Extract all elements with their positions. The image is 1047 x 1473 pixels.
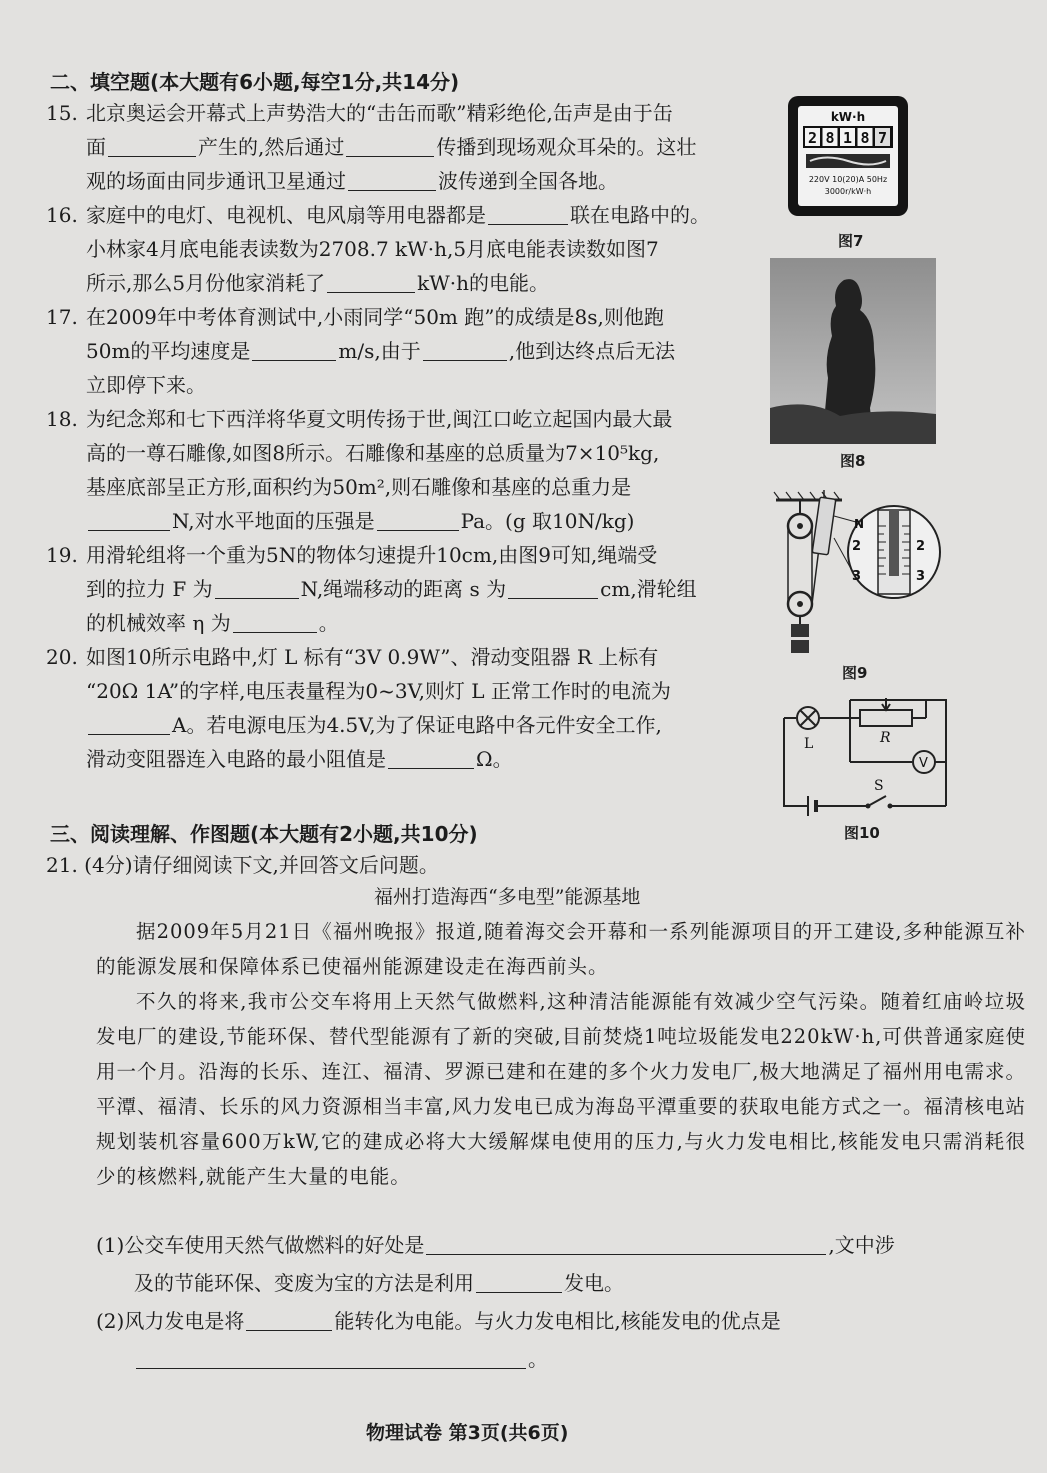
figure-9-caption: 图9 — [842, 664, 868, 682]
article-paragraph-1: 据2009年5月21日《福州晚报》报道,随着海交会开幕和一系列能源项目的开工建设,多种能源互补的能源发展和保障体系已使福州能源建设走在海西前头。 — [96, 920, 1026, 978]
question-text: 滑动变阻器连入电路的最小阻值是 — [86, 747, 386, 771]
question-text: 面 — [86, 135, 106, 159]
question-number: 15. — [46, 101, 78, 125]
question-line — [46, 368, 766, 402]
answer-blank[interactable] — [423, 338, 507, 361]
question-text: kW·h的电能。 — [417, 271, 550, 295]
question-text: 在2009年中考体育测试中,小雨同学“50m 跑”的成绩是8s,则他跑 — [86, 305, 664, 329]
question-21-intro: 21. (4分)请仔细阅读下文,并回答文后问题。 — [46, 853, 439, 877]
question-line — [46, 708, 766, 742]
section3-title: 三、阅读理解、作图题(本大题有2小题,共10分) — [50, 822, 478, 846]
answer-blank[interactable] — [136, 1346, 526, 1369]
question-text: 到的拉力 F 为 — [86, 577, 213, 601]
question-18 — [46, 402, 766, 538]
question-line — [46, 504, 766, 538]
electric-meter-image — [786, 94, 910, 224]
question-line — [46, 266, 766, 300]
rheostat-label: R — [880, 730, 891, 746]
scale-unit-label: N — [854, 517, 865, 531]
question-20 — [46, 640, 766, 776]
question-line — [46, 96, 766, 130]
answer-blank[interactable] — [108, 134, 196, 157]
meter-digit: 1 — [842, 129, 853, 147]
question-text: m/s,由于 — [338, 339, 421, 363]
question-line — [46, 742, 766, 776]
subquestion-1-text-d: 发电。 — [564, 1271, 624, 1295]
question-line — [46, 538, 766, 572]
question-line — [46, 232, 766, 266]
answer-blank[interactable] — [215, 576, 299, 599]
question-text: 北京奥运会开幕式上声势浩大的“击缶而歌”精彩绝伦,缶声是由于缶 — [86, 101, 673, 125]
question-line — [46, 640, 766, 674]
question-text: “20Ω 1A”的字样,电压表量程为0~3V,则灯 L 正常工作时的电流为 — [86, 679, 671, 703]
question-line — [46, 402, 766, 436]
question-line — [46, 300, 766, 334]
question-text: 所示,那么5月份他家消耗了 — [86, 271, 326, 295]
question-number: 18. — [46, 407, 78, 431]
question-text: 观的场面由同步通讯卫星通过 — [86, 169, 346, 193]
question-text: 联在电路中的。 — [570, 203, 710, 227]
question-line — [46, 436, 766, 470]
question-text: N,对水平地面的压强是 — [172, 509, 375, 533]
meter-digit: 8 — [825, 129, 835, 147]
question-16 — [46, 198, 766, 300]
question-number: 20. — [46, 645, 78, 669]
figure-10 — [778, 692, 954, 844]
question-number: 17. — [46, 305, 78, 329]
answer-blank[interactable] — [88, 712, 170, 735]
figure-7-caption: 图7 — [838, 232, 864, 250]
question-15 — [46, 96, 766, 198]
subquestion-2-text-b: 能转化为电能。与火力发电相比,核能发电的优点是 — [334, 1309, 781, 1333]
answer-blank[interactable] — [233, 610, 317, 633]
question-line — [46, 130, 766, 164]
question-text: N,绳端移动的距离 s 为 — [300, 577, 507, 601]
answer-blank[interactable] — [377, 508, 459, 531]
article-body — [96, 914, 1026, 1194]
question-text: 。 — [318, 611, 339, 635]
answer-blank[interactable] — [348, 168, 436, 191]
scale-mark-2-right: 2 — [916, 539, 926, 554]
question-text: 家庭中的电灯、电视机、电风扇等用电器都是 — [86, 203, 486, 227]
question-17 — [46, 300, 766, 402]
subquestion-2-text-a: (2)风力发电是将 — [96, 1309, 245, 1333]
question-text: 基座底部呈正方形,面积约为50m²,则石雕像和基座的总重力是 — [86, 475, 632, 499]
question-text: 立即停下来。 — [86, 373, 206, 397]
answer-blank[interactable] — [88, 508, 170, 531]
answer-blank[interactable] — [426, 1232, 826, 1255]
scale-mark-3-right: 3 — [916, 569, 926, 584]
answer-blank[interactable] — [246, 1308, 332, 1331]
meter-digit: 2 — [807, 129, 818, 147]
answer-blank[interactable] — [508, 576, 598, 599]
switch-label: S — [874, 778, 884, 794]
question-number: 16. — [46, 203, 78, 227]
figure-7 — [786, 94, 910, 250]
answer-blank[interactable] — [327, 270, 415, 293]
circuit-diagram — [778, 692, 954, 822]
subquestion-2-text-end: 。 — [528, 1347, 548, 1371]
meter-spec-constant: 3000r/kW·h — [824, 187, 872, 196]
fill-blank-questions — [46, 96, 766, 776]
answer-blank[interactable] — [388, 746, 474, 769]
question-line — [46, 198, 766, 232]
answer-blank[interactable] — [476, 1270, 562, 1293]
question-21-subquestions — [96, 1226, 895, 1378]
answer-blank[interactable] — [346, 134, 434, 157]
question-text: 50m的平均速度是 — [86, 339, 251, 363]
question-text: 高的一尊石雕像,如图8所示。石雕像和基座的总质量为7×10⁵kg, — [86, 441, 660, 465]
question-line — [46, 164, 766, 198]
meter-digit: 8 — [860, 129, 870, 147]
question-text: 的机械效率 η 为 — [86, 611, 231, 635]
figure-9 — [772, 478, 942, 682]
pulley-system-diagram — [772, 478, 942, 658]
subquestion-1-line-2 — [96, 1264, 895, 1302]
question-text: A。若电源电压为4.5V,为了保证电路中各元件安全工作, — [172, 713, 662, 737]
subquestion-2-line-1 — [96, 1302, 895, 1340]
subquestion-1-line-1 — [96, 1226, 895, 1264]
figure-8-caption: 图8 — [840, 452, 866, 470]
scale-mark-3-left: 3 — [852, 569, 862, 584]
question-number: 19. — [46, 543, 78, 567]
scale-mark-2-left: 2 — [852, 539, 862, 554]
question-line — [46, 470, 766, 504]
question-text: 产生的,然后通过 — [198, 135, 345, 159]
question-text: 波传递到全国各地。 — [438, 169, 618, 193]
section2-title: 二、填空题(本大题有6小题,每空1分,共14分) — [50, 70, 460, 94]
question-line — [46, 674, 766, 708]
voltmeter-label: V — [919, 756, 928, 771]
question-text: Ω。 — [476, 747, 513, 771]
statue-photo — [770, 258, 936, 444]
lamp-label: L — [804, 736, 814, 752]
question-19 — [46, 538, 766, 640]
question-text: ,他到达终点后无法 — [508, 339, 676, 363]
question-text: 为纪念郑和七下西洋将华夏文明传扬于世,闽江口屹立起国内最大最 — [86, 407, 673, 431]
figure-10-caption: 图10 — [844, 824, 880, 842]
question-text: 用滑轮组将一个重为5N的物体匀速提升10cm,由图9可知,绳端受 — [86, 543, 658, 567]
meter-spec-rating: 220V 10(20)A 50Hz — [808, 175, 888, 184]
question-line — [46, 606, 766, 640]
question-text: 传播到现场观众耳朵的。这壮 — [436, 135, 697, 159]
question-text: cm,滑轮组 — [600, 577, 697, 601]
question-line — [46, 572, 766, 606]
page-footer: 物理试卷 第3页(共6页) — [366, 1422, 569, 1444]
question-text: Pa。(g 取10N/kg) — [460, 509, 635, 533]
meter-unit-text: kW·h — [830, 110, 866, 124]
subquestion-1-text-a: (1)公交车使用天然气做燃料的好处是 — [96, 1233, 425, 1257]
article-paragraph-2: 不久的将来,我市公交车将用上天然气做燃料,这种清洁能源能有效减少空气污染。随着红庙岭垃圾发电厂的建设,节能环保、替代型能源有了新的突破,目前焚烧1吨垃圾能发电220kW·h,可供普通家庭使用一个月。沿海的长乐、连江、福清、罗源已建和在建的多个火力发电厂,极大地满足了福州用电需求。平潭、福清、长乐的风力资源相当丰富,风力发电已成为海岛平潭重要的获取电能方式之一。福清核电站规划装机容量600万kW,它的建成必将大大缓解煤电使用的压力,与火力发电相比,核能发电只需消耗很少的核燃料,就能产生大量的电能。 — [96, 990, 1026, 1188]
figure-8 — [770, 258, 936, 472]
subquestion-2-line-2 — [96, 1340, 895, 1378]
question-text: 小林家4月底电能表读数为2708.7 kW·h,5月底电能表读数如图7 — [86, 237, 659, 261]
question-line — [46, 334, 766, 368]
article-title: 福州打造海西“多电型”能源基地 — [374, 886, 641, 908]
answer-blank[interactable] — [488, 202, 568, 225]
subquestion-1-text-c: 及的节能环保、变废为宝的方法是利用 — [134, 1271, 474, 1295]
question-text: 如图10所示电路中,灯 L 标有“3V 0.9W”、滑动变阻器 R 上标有 — [86, 645, 659, 669]
subquestion-1-text-b: ,文中涉 — [828, 1233, 895, 1257]
answer-blank[interactable] — [252, 338, 336, 361]
meter-digit: 7 — [877, 129, 888, 147]
